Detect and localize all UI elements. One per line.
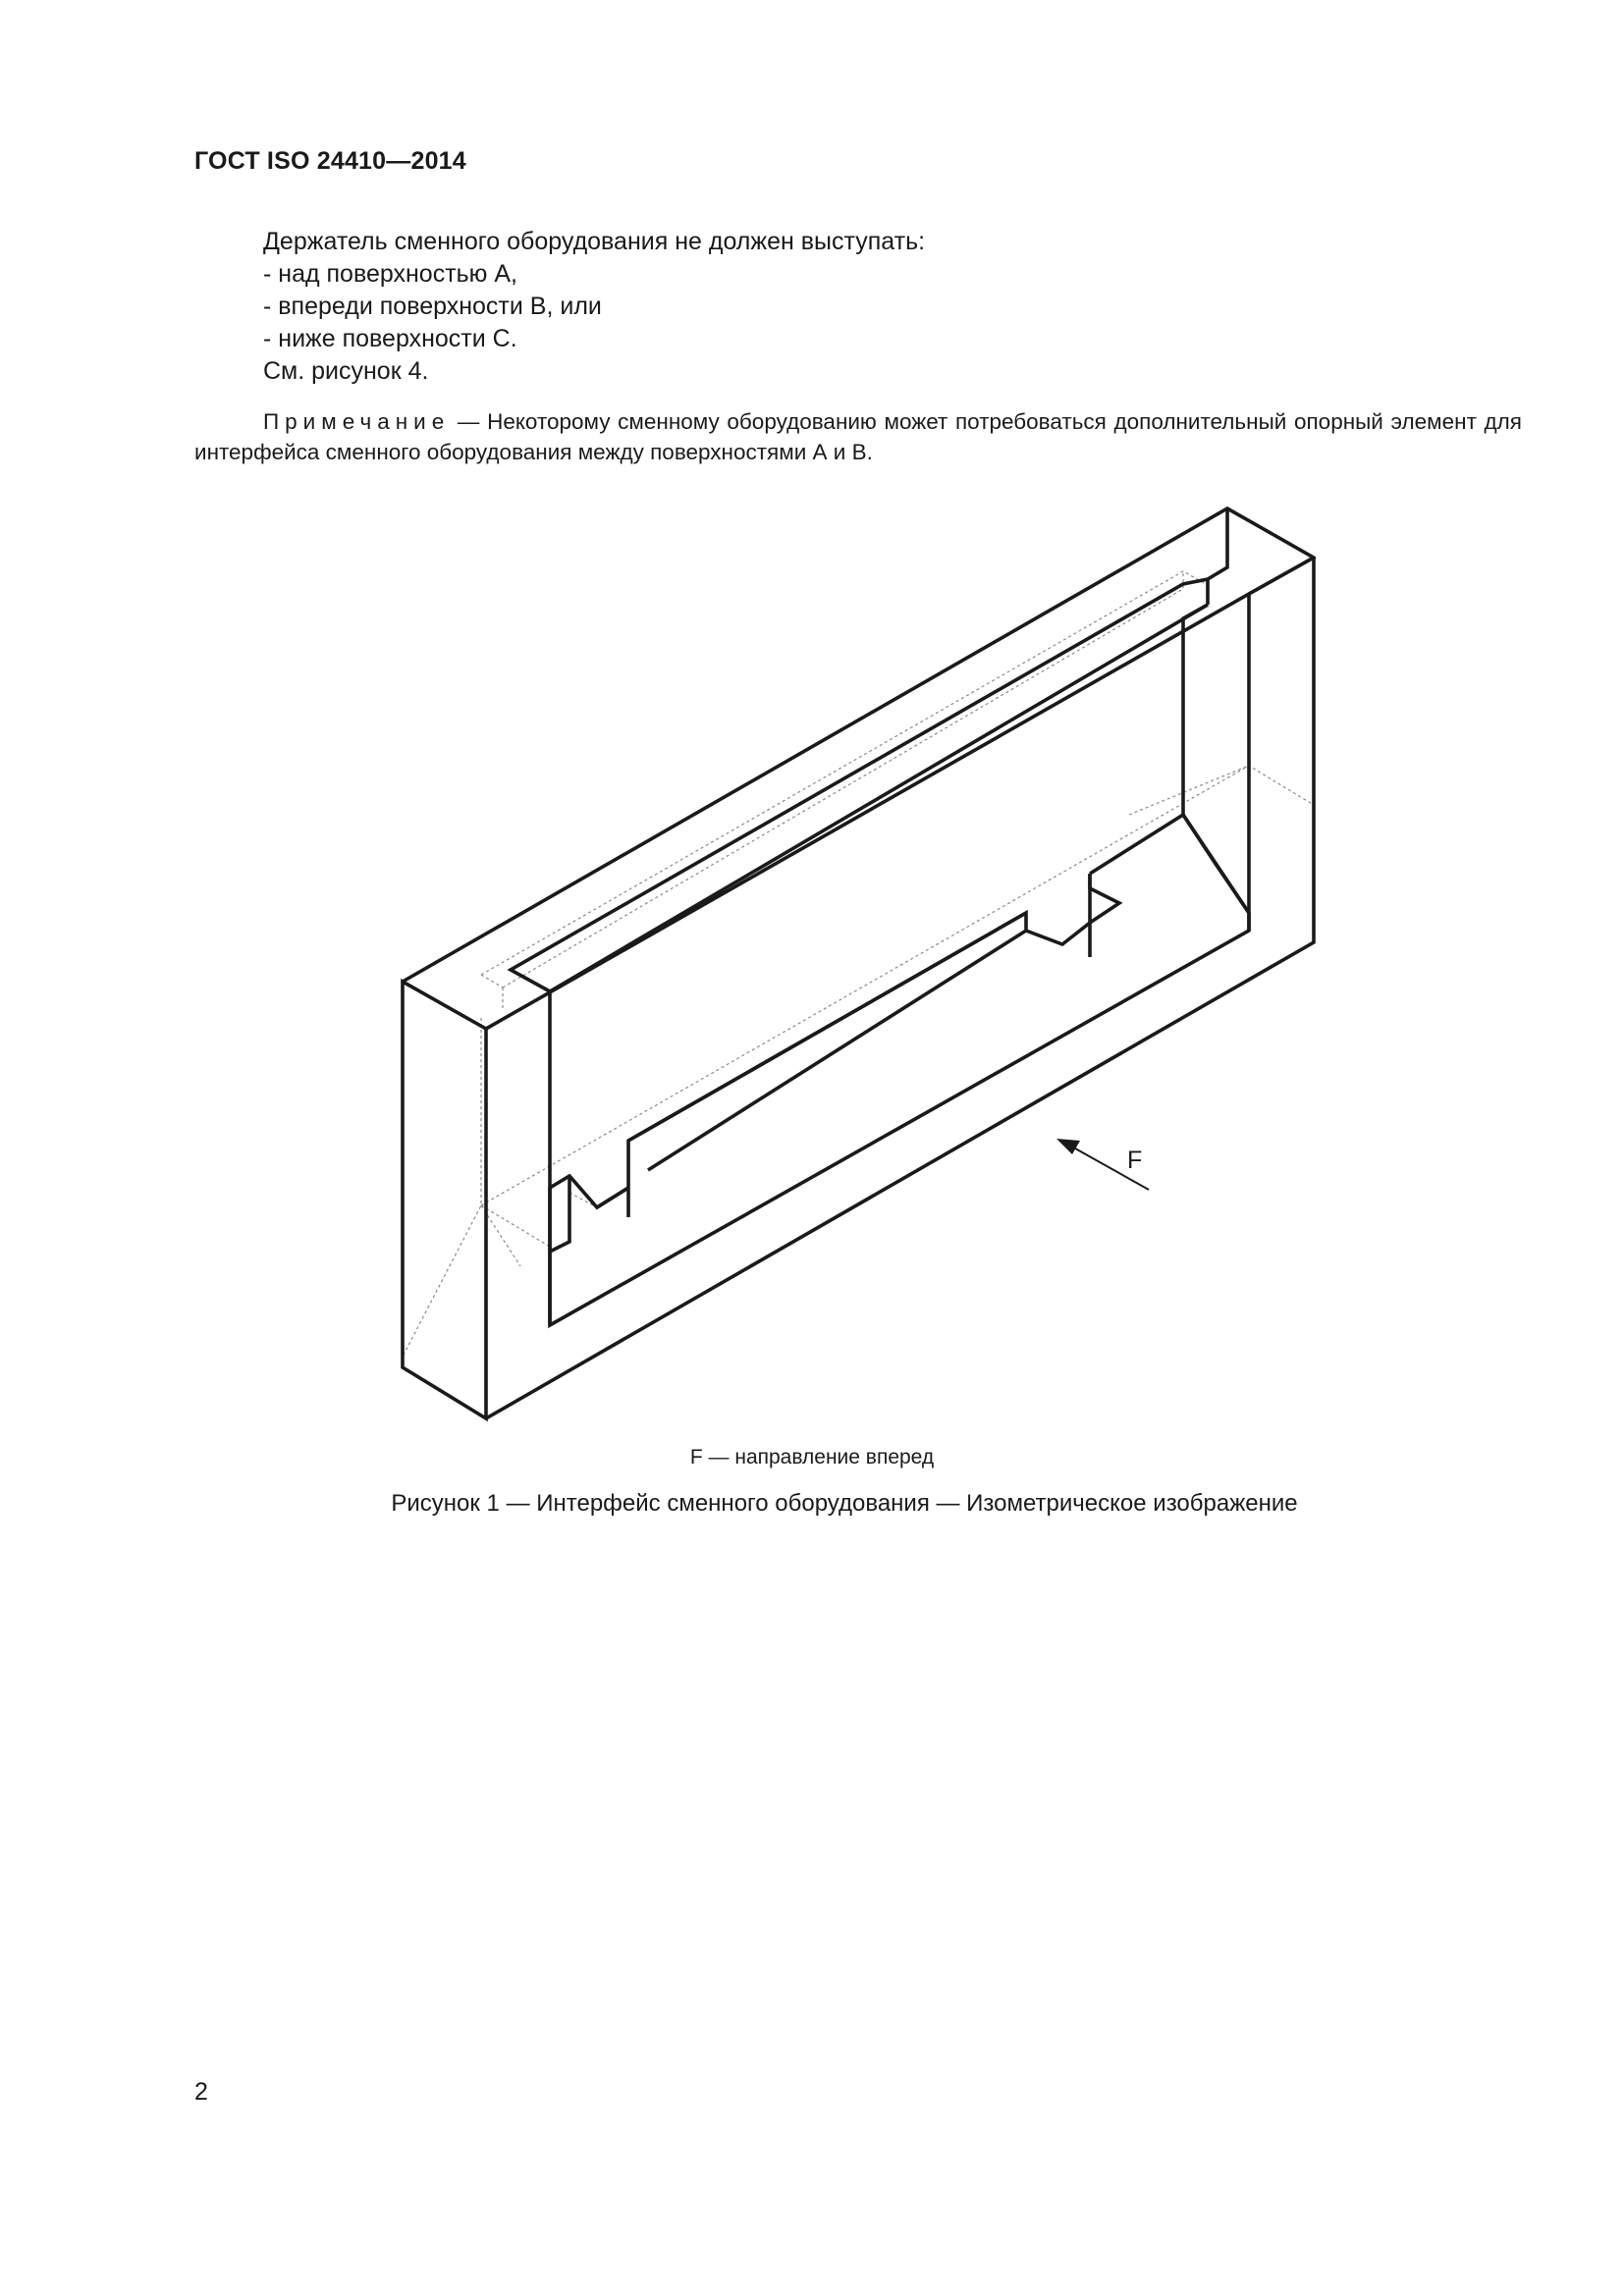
figure-legend: F — направление вперед: [689, 1446, 935, 1468]
requirements-block: [263, 226, 925, 388]
visible-edges: [403, 508, 1314, 1418]
figure-caption: Рисунок 1 — Интерфейс сменного оборудования — Изометрическое изображение: [391, 1490, 1298, 1517]
standard-header: ГОСТ ISO 24410—2014: [194, 147, 466, 175]
note-text: — Некоторому сменному оборудованию может потребоваться дополнительный опорный элемент для интерфейса сменного оборудования между поверхностями А и В.: [194, 409, 1522, 464]
note-label: Примечание: [263, 409, 451, 434]
figure-reference: См. рисунок 4.: [263, 357, 429, 385]
requirement-item: - ниже поверхности С.: [263, 325, 517, 352]
isometric-interface-drawing: [373, 481, 1316, 1443]
hidden-lines: [403, 571, 1314, 1357]
note-paragraph: [194, 406, 1522, 467]
frame-left-post-front: [403, 982, 486, 1418]
arrow-label-f: F: [1127, 1147, 1143, 1174]
page-number: 2: [194, 2078, 208, 2106]
requirement-item: - впереди поверхности В, или: [263, 293, 602, 320]
requirement-item: - над поверхностью А,: [263, 260, 517, 288]
requirements-lead: Держатель сменного оборудования не должен выступать:: [263, 228, 926, 255]
